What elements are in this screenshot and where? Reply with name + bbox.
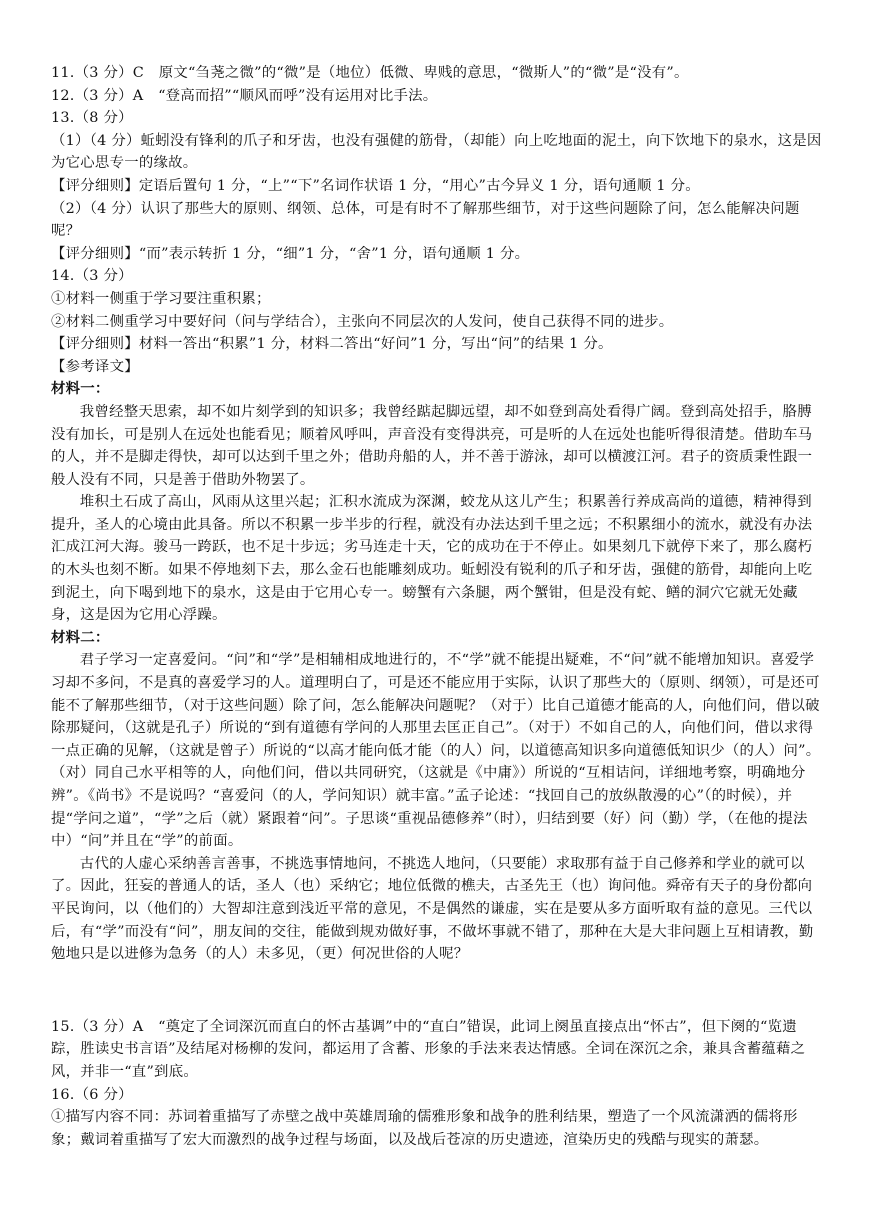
answer-q14-heading: 14.（3 分） <box>51 268 133 285</box>
answer-q15: 15.（3 分）A “奠定了全词深沉而直白的怀古基调”中的“直白”错误，此词上阕虽直接点出“怀古”，但下阕的“览遗踪，胜读史书言语”及结尾对杨柳的发问，都运用了含蓄、形象的手法来表达情感。全词在深沉之余，兼具含蓄蕴藉之风，并非一“直”到底。 <box>51 1018 806 1080</box>
section-gap <box>51 966 823 1016</box>
answer-q13-part2-rubric: 【评分细则】“而”表示转折 1 分，“细”1 分，“舍”1 分，语句通顺 1 分。 <box>51 245 530 262</box>
answer-q12: 12.（3 分）A “登高而招”“顺风而呼”没有运用对比手法。 <box>51 87 438 104</box>
answer-q14-rubric: 【评分细则】材料一答出“积累”1 分，材料二答出“好问”1 分，写出“问”的结果 1 分。 <box>51 336 613 353</box>
material-1-heading: 材料一： <box>51 380 110 398</box>
answer-q14-point1: ①材料一侧重于学习要注重积累； <box>51 290 271 307</box>
material-2-paragraph-2: 古代的人虚心采纳善言善事，不挑选事情地问，不挑选人地问，（只要能）求取那有益于自己修养和学业的就可以了。因此，狂妄的普通人的话，圣人（也）采纳它；地位低微的樵夫，古圣先王（也）询问他。舜帝有天子的身份都向平民询问，以（他们的）大智却注意到浅近平常的意见，不是偶然的谦虚，实在是要从多方面听取有益的意见。三代以后，有“学”而没有“问”，朋友间的交往，能做到规劝做好事，不做坏事就不错了，那种在大是大非问题上互相请教，勤勉地只是以进修为急务（的人）未多见，（更）何况世俗的人呢？ <box>51 855 814 963</box>
material-2-paragraph-1: 君子学习一定喜爱问。“问”和“学”是相辅相成地进行的，不“学”就不能提出疑难，不“问”就不能增加知识。喜爱学习却不多问，不是真的喜爱学习的人。道理明白了，可是还不能应用于实际，认识了那些大的（原则、纲领），可是还可能不了解那些细节，（对于这些问题）除了问，怎么能解决问题呢？（对于）比自己道德才能高的人，向他们问，借以破除那疑问，（这就是孔子）所说的“到有道德有学问的人那里去匡正自己”。（对于）不如自己的人，向他们问，借以求得一点正确的见解，（这就是曾子）所说的“以高才能向低才能（的人）问，以道德高知识多向道德低知识少（的人）问”。（对）同自己水平相等的人，向他们问，借以共同研究，（这就是《中庸》）所说的“互相诘问，详细地考察，明确地分辨”。《尚书》不是说吗？“喜爱问（的人，学问知识）就丰富。”孟子论述：“找回自己的放纵散漫的心”（的时候），并提“学问之道”，“学”之后（就）紧跟着“问”。子思谈“重视品德修养”（时），归结到要（好）问（勤）学，（在他的提法中）“问”并且在“学”的前面。 <box>51 652 821 850</box>
reference-translation-heading: 【参考译文】 <box>51 358 139 375</box>
answer-q13-part1: （1）（4 分）蚯蚓没有锋利的爪子和牙齿，也没有强健的筋骨，（却能）向上吃地面的泥土，向下饮地下的泉水，这是因为它心思专一的缘故。 <box>51 132 822 172</box>
answer-q16-heading: 16.（6 分） <box>51 1086 133 1103</box>
material-1-paragraph-1: 我曾经整天思索，却不如片刻学到的知识多；我曾经踮起脚远望，却不如登到高处看得广阔。登到高处招手，胳膊没有加长，可是别人在远处也能看见；顺着风呼叫，声音没有变得洪亮，可是听的人在远处也能听得很清楚。借助车马的人，并不是脚走得快，却可以达到千里之外；借助舟船的人，并不善于游泳，却可以横渡江河。君子的资质秉性跟一般人没有不同，只是善于借助外物罢了。 <box>51 403 813 488</box>
answer-q13-part1-rubric: 【评分细则】定语后置句 1 分，“上”“下”名词作状语 1 分，“用心”古今异义 1 分，语句通顺 1 分。 <box>51 177 700 194</box>
answer-q13-part2: （2）（4 分）认识了那些大的原则、纲领、总体，可是有时不了解那些细节，对于这些问题除了问，怎么能解决问题呢？ <box>51 200 800 240</box>
answer-q16-point1: ①描写内容不同：苏词着重描写了赤壁之战中英雄周瑜的儒雅形象和战争的胜利结果，塑造了一个风流潇洒的儒将形象；戴词着重描写了宏大而激烈的战争过程与场面，以及战后苍凉的历史遗迹，渲染历史的残酷与现实的萧瑟。 <box>51 1109 798 1148</box>
answer-q13-heading: 13.（8 分） <box>51 110 133 127</box>
answer-q11: 11.（3 分）C 原文“刍荛之微”的“微”是（地位）低微、卑贱的意思，“微斯人”的“微”是“没有”。 <box>51 65 689 81</box>
answer-q14-point2: ②材料二侧重学习中要好问（问与学结合），主张向不同层次的人发问，使自己获得不同的进步。 <box>51 313 674 330</box>
material-2-heading: 材料二： <box>51 628 110 646</box>
material-1-paragraph-2: 堆积土石成了高山，风雨从这里兴起；汇积水流成为深渊，蛟龙从这儿产生；积累善行养成高尚的道德，精神得到提升，圣人的心境由此具备。所以不积累一步半步的行程，就没有办法达到千里之远；不积累细小的流水，就没有办法汇成江河大海。骏马一跨跃，也不足十步远；劣马连走十天，它的成功在于不停止。如果刻几下就停下来了，那么腐朽的木头也刻不断。如果不停地刻下去，那么金石也能雕刻成功。蚯蚓没有锐利的爪子和牙齿，强健的筋骨，却能向上吃到泥土，向下喝到地下的泉水，这是由于它用心专一。螃蟹有六条腿，两个蟹钳，但是没有蛇、鳝的洞穴它就无处藏身，这是因为它用心浮躁。 <box>51 494 813 624</box>
